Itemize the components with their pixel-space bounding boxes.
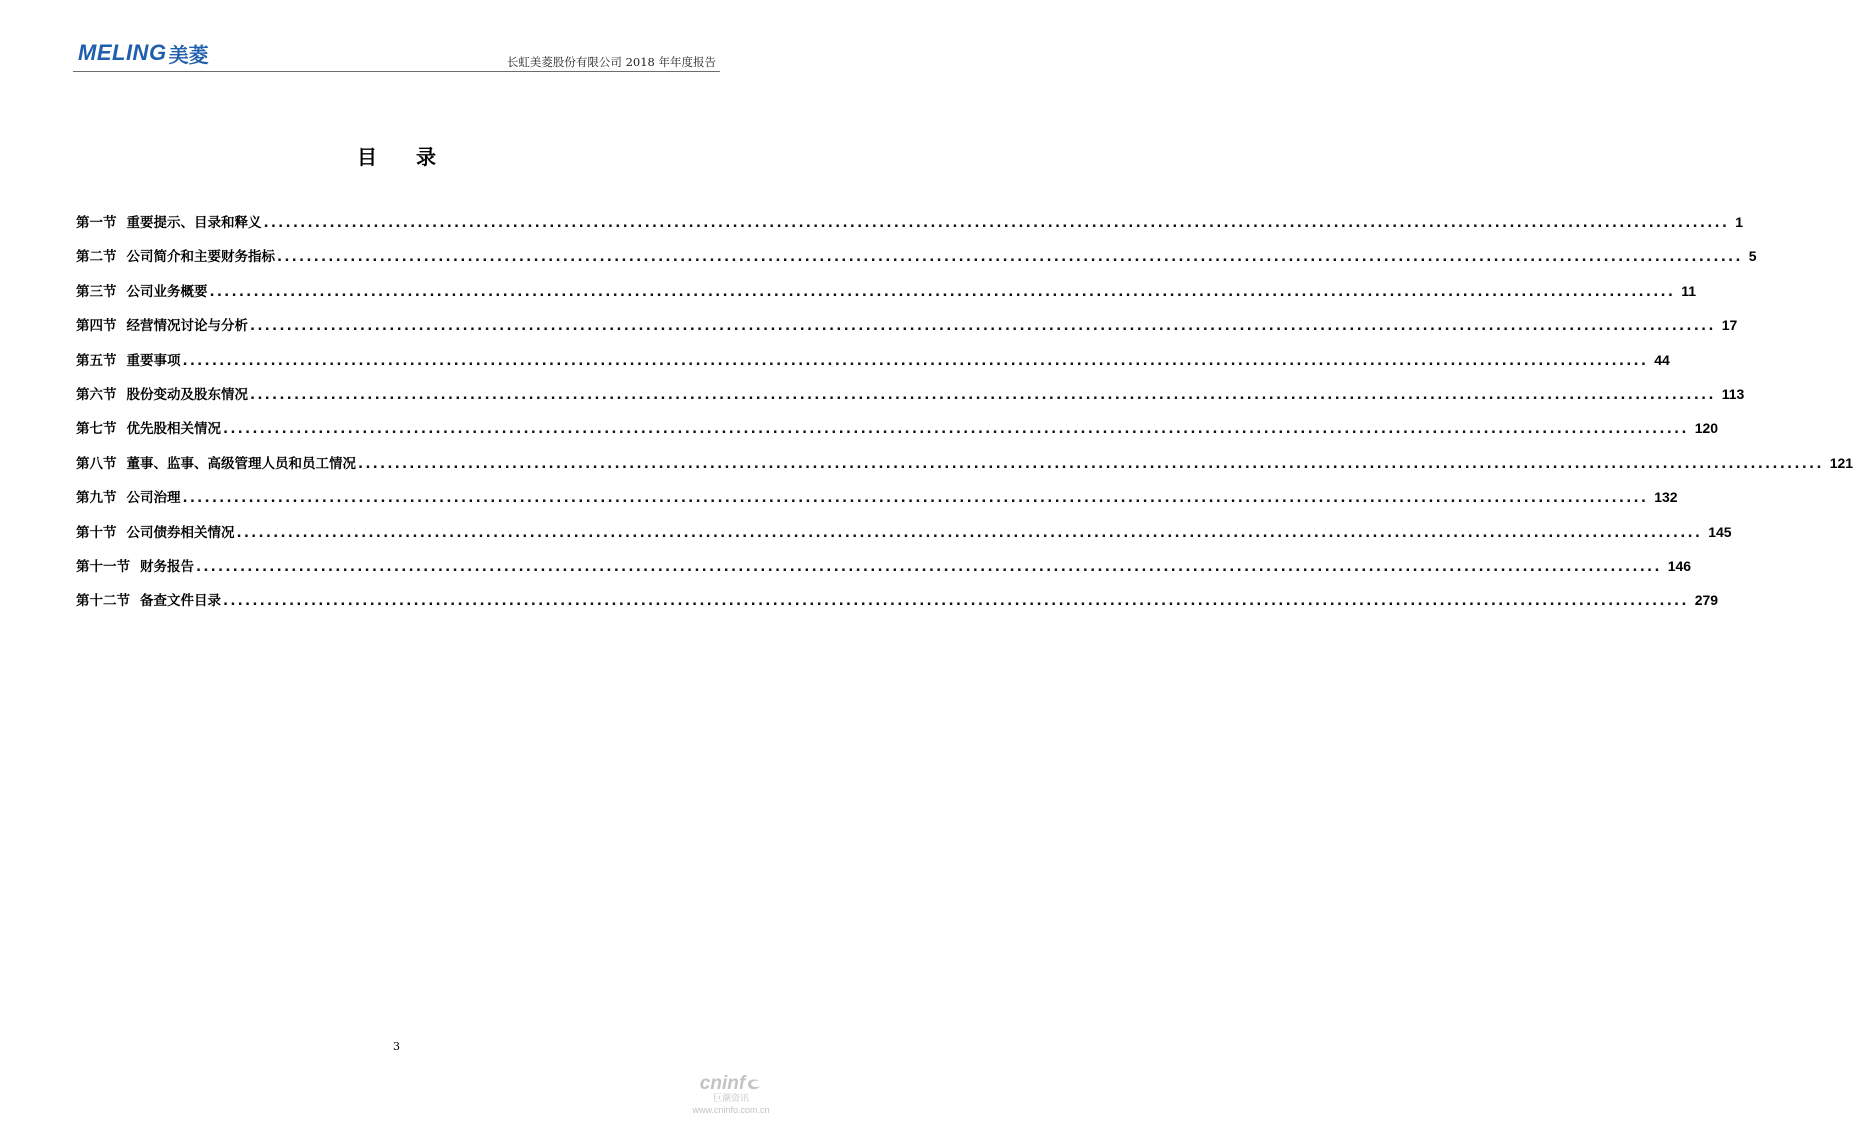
toc-page-number: 120: [1694, 420, 1719, 437]
toc-section-title: 公司治理: [126, 490, 181, 507]
toc-section-title: 股份变动及股东情况: [126, 386, 248, 403]
toc-entry[interactable]: [76, 589, 1719, 623]
toc-section-number: 第八节: [76, 455, 117, 472]
toc-entry[interactable]: [76, 280, 1696, 314]
toc-dot-leader: ........................................................................................................................................................................................................: [236, 524, 1703, 541]
toc-entry[interactable]: [76, 452, 1853, 486]
toc-section-title: 公司业务概要: [126, 283, 208, 300]
toc-entry[interactable]: [76, 211, 1743, 245]
toc-dot-leader: ........................................................................................................................................................................................................: [196, 558, 1662, 575]
table-of-contents: [76, 211, 1853, 624]
toc-section-number: 第六节: [76, 386, 117, 403]
watermark-url: www.cninfo.com.cn: [692, 1105, 770, 1115]
toc-page-number: 44: [1654, 351, 1670, 368]
toc-entry[interactable]: [76, 349, 1670, 383]
toc-page-number: 17: [1721, 317, 1738, 334]
toc-page-number: 5: [1748, 248, 1757, 265]
toc-entry[interactable]: [76, 383, 1745, 417]
toc-entry[interactable]: [76, 314, 1738, 348]
watermark-brand-text: cninf: [699, 1073, 746, 1094]
toc-entry[interactable]: [76, 245, 1757, 279]
toc-section-title: 董事、监事、高级管理人员和员工情况: [126, 455, 356, 472]
toc-entry[interactable]: [76, 555, 1692, 589]
toc-dot-leader: ........................................................................................................................................................................................................: [263, 215, 1730, 231]
toc-section-number: 第十一节: [76, 558, 130, 575]
toc-page-number: 279: [1694, 592, 1719, 609]
toc-heading: 目 录: [357, 145, 452, 169]
watermark-subtitle: 巨潮资讯: [712, 1094, 749, 1104]
toc-section-title: 备查文件目录: [140, 593, 221, 610]
toc-section-title: 重要事项: [126, 352, 181, 369]
page-number: 3: [393, 1040, 400, 1053]
toc-section-number: 第二节: [76, 249, 117, 266]
cninfo-swirl-icon: [746, 1076, 762, 1092]
toc-page-number: 113: [1721, 385, 1745, 402]
toc-section-number: 第九节: [76, 490, 117, 507]
toc-page-number: 132: [1654, 489, 1678, 506]
toc-section-number: 第一节: [76, 215, 117, 231]
logo-cjk-text: 美菱: [168, 42, 209, 67]
meling-logo: [78, 40, 209, 66]
toc-entry[interactable]: [76, 417, 1719, 451]
toc-page-number: 1: [1735, 214, 1743, 230]
toc-entry[interactable]: [76, 521, 1732, 555]
toc-dot-leader: ........................................................................................................................................................................................................: [182, 352, 1649, 369]
toc-dot-leader: ........................................................................................................................................................................................................: [358, 455, 1824, 472]
toc-page-number: 121: [1829, 454, 1853, 471]
toc-dot-leader: ........................................................................................................................................................................................................: [209, 283, 1676, 300]
toc-dot-leader: ........................................................................................................................................................................................................: [182, 490, 1649, 507]
toc-section-title: 公司债券相关情况: [126, 524, 235, 541]
cninfo-watermark: [691, 1074, 771, 1116]
toc-section-number: 第七节: [76, 421, 117, 438]
toc-section-number: 第十二节: [76, 593, 130, 610]
header-divider: [73, 71, 720, 72]
toc-page-number: 146: [1667, 557, 1692, 574]
toc-page-number: 11: [1681, 282, 1696, 299]
logo-latin-text: MELING: [78, 40, 167, 65]
watermark-brand: [691, 1074, 771, 1094]
toc-section-number: 第五节: [76, 352, 117, 369]
toc-section-title: 公司简介和主要财务指标: [126, 249, 275, 266]
toc-section-title: 财务报告: [140, 558, 194, 575]
toc-section-number: 第三节: [76, 283, 117, 300]
toc-section-title: 经营情况讨论与分析: [126, 318, 248, 335]
toc-dot-leader: ........................................................................................................................................................................................................: [277, 249, 1743, 266]
toc-section-number: 第四节: [76, 318, 117, 335]
toc-entry[interactable]: [76, 486, 1678, 520]
toc-section-title: 重要提示、目录和释义: [126, 215, 262, 231]
toc-section-number: 第十节: [76, 524, 117, 541]
toc-dot-leader: ........................................................................................................................................................................................................: [250, 386, 1716, 403]
report-title: 长虹美菱股份有限公司 2018 年年度报告: [506, 55, 716, 69]
toc-dot-leader: ........................................................................................................................................................................................................: [223, 421, 1689, 438]
toc-section-title: 优先股相关情况: [126, 421, 221, 438]
toc-dot-leader: ........................................................................................................................................................................................................: [250, 318, 1716, 335]
toc-dot-leader: ........................................................................................................................................................................................................: [223, 593, 1689, 610]
toc-page-number: 145: [1708, 523, 1732, 540]
